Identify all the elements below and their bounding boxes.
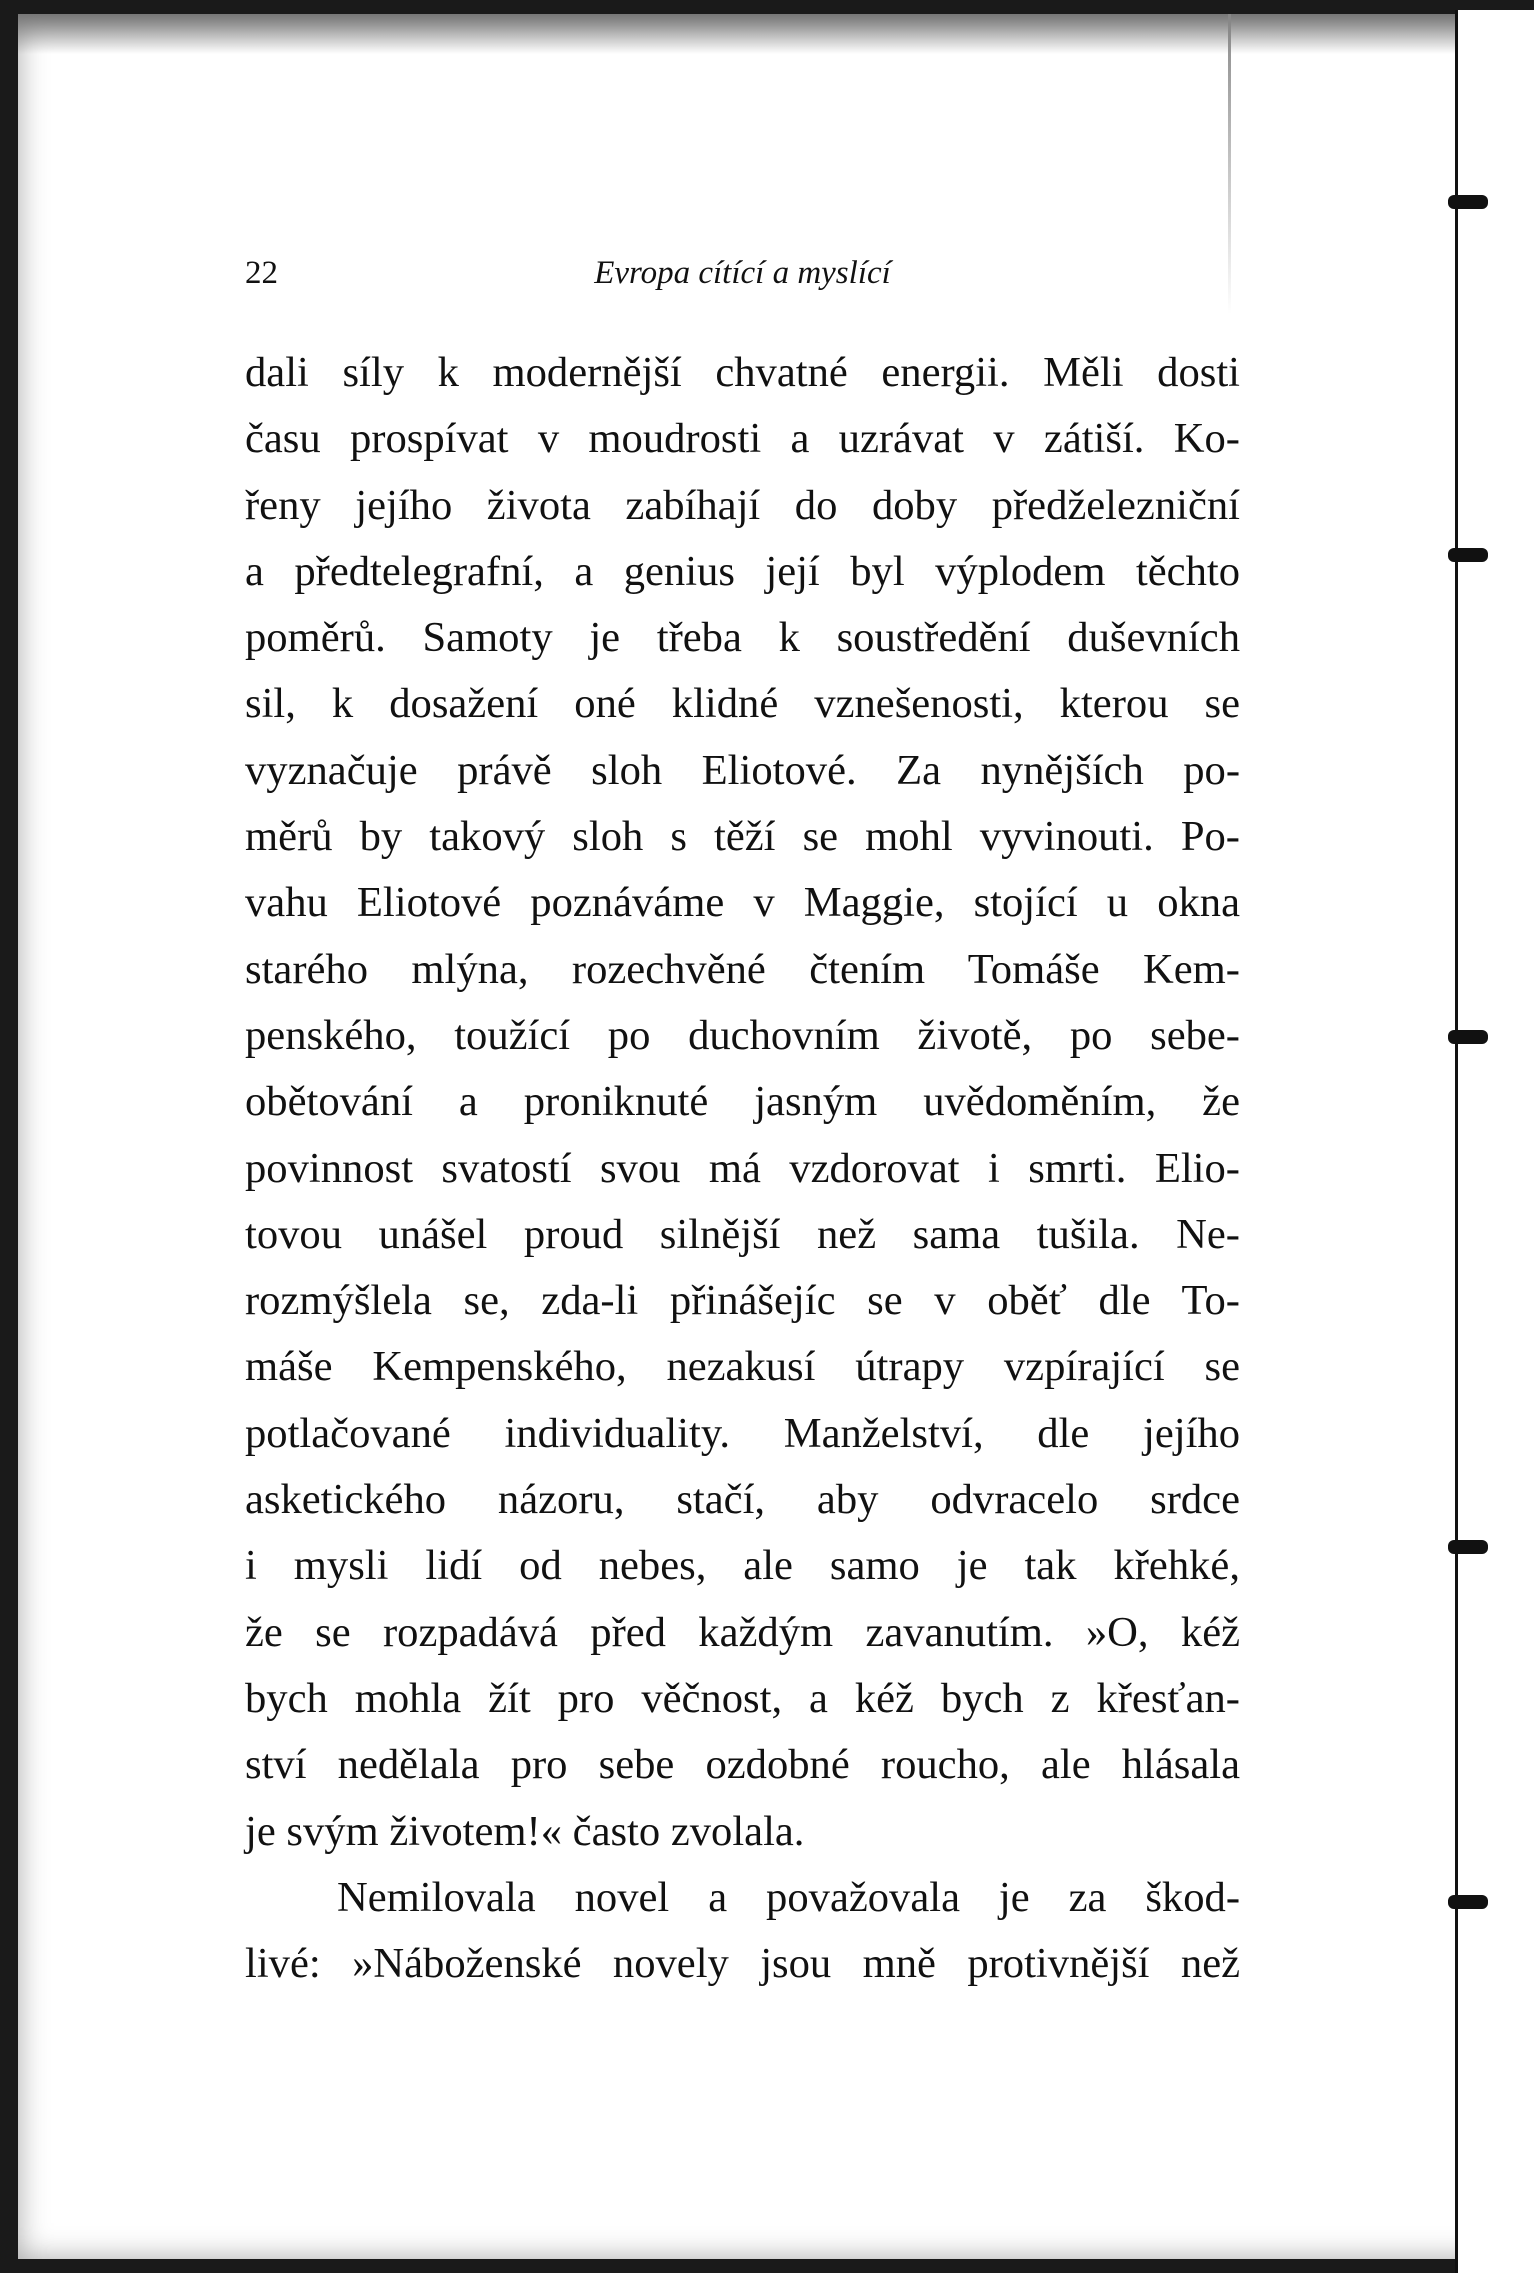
text-line: ství nedělala pro sebe ozdobné roucho, ale hlásala: [245, 1741, 1240, 1789]
text-line: času prospívat v moudrosti a uzrávat v zátiší. Ko-: [245, 415, 1240, 463]
page-top-shadow: [18, 14, 1498, 54]
binding-edge: [1455, 10, 1534, 2273]
running-title: Evropa cítící a myslící: [594, 255, 891, 291]
text-line: je svým životem!« často zvolala.: [245, 1807, 805, 1855]
text-line: sil, k dosažení oné klidné vznešenosti, kterou se: [245, 680, 1240, 728]
text-line: povinnost svatostí svou má vzdorovat i smrti. Elio-: [245, 1144, 1240, 1192]
binding-mark: [1448, 1895, 1488, 1909]
text-line: řeny jejího života zabíhají do doby předželezniční: [245, 481, 1240, 529]
text-line: dali síly k modernější chvatné energii. Měli dosti: [245, 349, 1240, 396]
text-line: livé: »Náboženské novely jsou mně protivnější než: [245, 1940, 1240, 1988]
text-line: potlačované individuality. Manželství, dle jejího: [245, 1409, 1240, 1457]
binding-mark: [1448, 195, 1488, 209]
text-line: penského, toužící po duchovním životě, po sebe-: [245, 1011, 1240, 1059]
text-line: rozmýšlela se, zda-li přinášejíc se v oběť dle To-: [245, 1277, 1240, 1325]
binding-mark: [1448, 1030, 1488, 1044]
body-text: [245, 340, 1240, 1997]
binding-mark: [1448, 548, 1488, 562]
text-line: vahu Eliotové poznáváme v Maggie, stojící u okna: [245, 879, 1240, 927]
text-line: máše Kempenského, nezakusí útrapy vzpírající se: [245, 1343, 1240, 1391]
text-line: i mysli lidí od nebes, ale samo je tak křehké,: [245, 1542, 1240, 1590]
text-line: Nemilovala novel a považovala je za škod-: [337, 1873, 1240, 1921]
page-number: 22: [245, 255, 278, 291]
text-line: měrů by takový sloh s těží se mohl vyvinouti. Po-: [245, 813, 1240, 861]
text-line: tovou unášel proud silnější než sama tušila. Ne-: [245, 1210, 1240, 1258]
text-line: starého mlýna, rozechvěné čtením Tomáše Kem-: [245, 945, 1240, 993]
text-line: vyznačuje právě sloh Eliotové. Za nynějších po-: [245, 746, 1240, 794]
page-header: [245, 255, 1240, 305]
text-line: obětování a proniknuté jasným uvědoměním, že: [245, 1078, 1240, 1126]
text-line: bych mohla žít pro věčnost, a kéž bych z křesťan-: [245, 1674, 1240, 1722]
text-line: a předtelegrafní, a genius její byl výplodem těchto: [245, 547, 1240, 595]
text-line: že se rozpadává před každým zavanutím. »O, kéž: [245, 1608, 1240, 1656]
text-line: poměrů. Samoty je třeba k soustředění duševních: [245, 614, 1240, 662]
binding-mark: [1448, 1540, 1488, 1554]
text-line: asketického názoru, stačí, aby odvracelo srdce: [245, 1476, 1240, 1524]
